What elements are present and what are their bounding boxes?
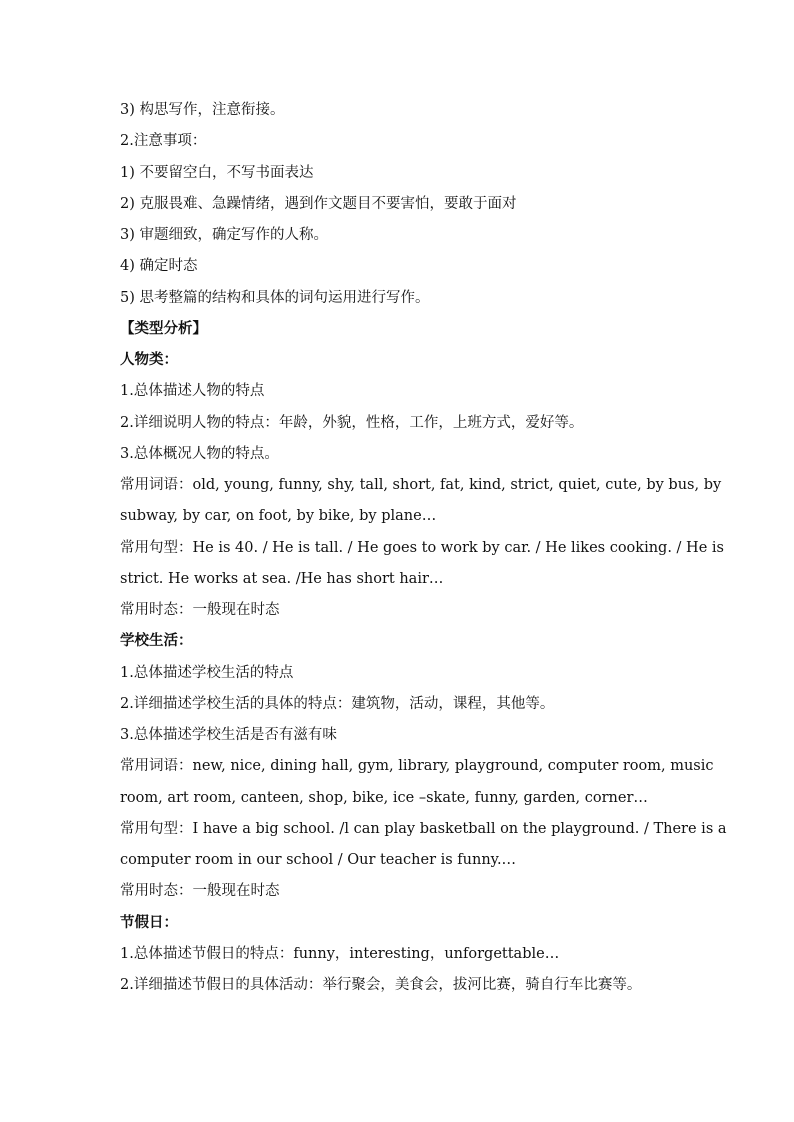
section-heading: 2.注意事项： xyxy=(120,133,207,150)
text-line: strict. He works at sea. /He has short hair… xyxy=(120,570,444,587)
text-line: 常用词语：new, nice, dining hall, gym, library, playground, computer room, music xyxy=(120,758,714,775)
text-line: 2.详细描述节假日的具体活动：举行聚会，美食会，拔河比赛，骑自行车比赛等。 xyxy=(120,977,642,993)
category-heading-school-life: 学校生活： xyxy=(120,633,193,650)
text-line: 1.总体描述节假日的特点：funny，interesting，unforgettable… xyxy=(120,945,560,962)
text-line: 3) 构思写作，注意衔接。 xyxy=(120,102,285,118)
section-heading-type-analysis: 【类型分析】 xyxy=(120,320,207,337)
text-line: 常用句型：He is 40. / He is tall. / He goes to work by car. / He likes cooking. / He is xyxy=(120,539,724,556)
text-line: 2.详细描述学校生活的具体的特点：建筑物，活动，课程，其他等。 xyxy=(120,695,555,712)
text-line: 常用时态：一般现在时态 xyxy=(120,602,280,618)
text-line: 常用句型：I have a big school. /l can play basketball on the playground. / There is a xyxy=(120,820,727,837)
text-line: 1) 不要留空白，不写书面表达 xyxy=(120,164,314,181)
text-line: 2.详细说明人物的特点：年龄，外貌，性格，工作，上班方式，爱好等。 xyxy=(120,414,584,431)
text-line: 4) 确定时态 xyxy=(120,258,198,275)
text-line: room, art room, canteen, shop, bike, ice –skate, funny, garden, corner… xyxy=(120,789,648,806)
text-line: 3.总体描述学校生活是否有滋有味 xyxy=(120,727,337,743)
text-line: 1.总体描述学校生活的特点 xyxy=(120,664,294,681)
text-line: 3.总体概况人物的特点。 xyxy=(120,445,279,462)
text-line: 5) 思考整篇的结构和具体的词句运用进行写作。 xyxy=(120,289,430,306)
document-body xyxy=(120,95,727,1001)
text-line: 常用时态：一般现在时态 xyxy=(120,883,280,900)
text-line: 1.总体描述人物的特点 xyxy=(120,383,265,400)
text-line: subway, by car, on foot, by bike, by plane… xyxy=(120,508,437,525)
category-heading-people: 人物类： xyxy=(120,352,178,368)
text-line: 常用词语：old, young, funny, shy, tall, short, fat, kind, strict, quiet, cute, by bus, by xyxy=(120,477,722,493)
category-heading-holidays: 节假日： xyxy=(120,914,178,931)
text-line: 2) 克服畏难、急躁情绪，遇到作文题目不要害怕，要敢于面对 xyxy=(120,195,517,212)
text-line: 3) 审题细致，确定写作的人称。 xyxy=(120,227,328,243)
text-line: computer room in our school / Our teacher is funny.… xyxy=(120,852,517,868)
